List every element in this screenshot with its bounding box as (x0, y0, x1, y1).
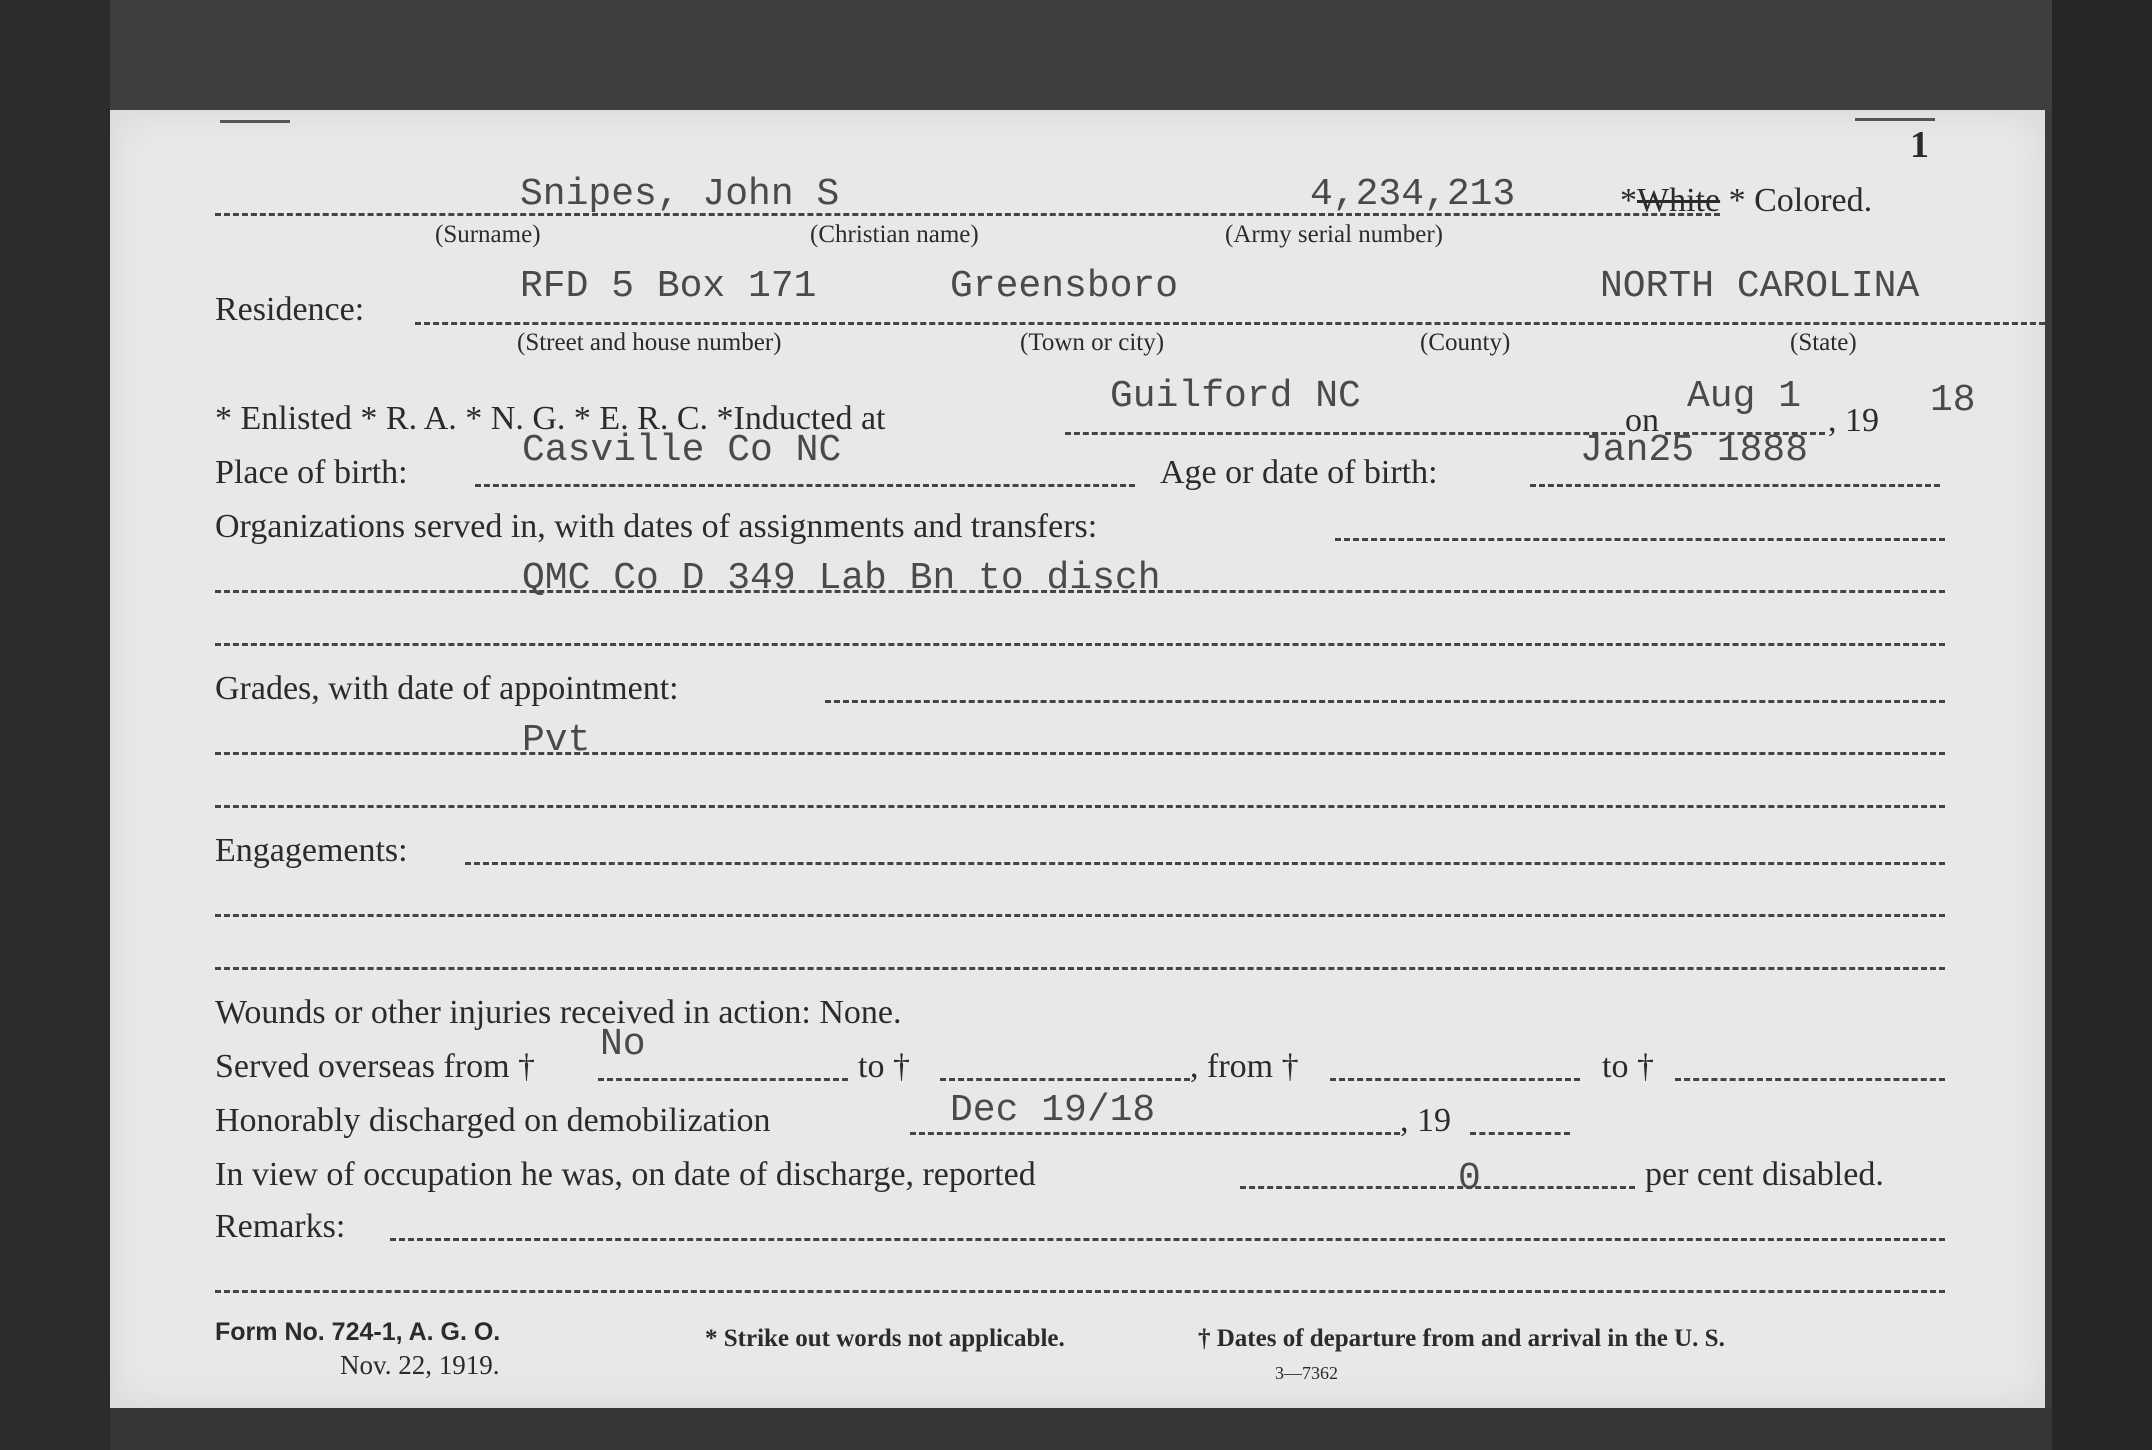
occupation-label: In view of occupation he was, on date of discharge, reported (215, 1156, 1036, 1193)
top-rule-right (1855, 118, 1935, 121)
discharged-value: Dec 19/18 (950, 1089, 1156, 1132)
inducted-line (1065, 432, 1625, 435)
birth-date-line (1530, 484, 1940, 487)
scan-border-bottom (110, 1408, 2052, 1450)
county-caption: (County) (1420, 329, 1511, 356)
overseas-from-line (598, 1078, 848, 1081)
age-label: Age or date of birth: (1160, 454, 1438, 491)
disabled-suffix: per cent disabled. (1645, 1156, 1884, 1193)
return-to-line (1675, 1078, 1945, 1081)
birth-place-line (475, 484, 1135, 487)
organizations-line-1 (1335, 538, 1945, 541)
year-value: 18 (1930, 379, 1976, 422)
remarks-line-2 (215, 1290, 1945, 1293)
organizations-line-3 (215, 643, 1945, 646)
residence-line (415, 322, 2045, 325)
return-from-line (1330, 1078, 1580, 1081)
state-caption: (State) (1790, 329, 1857, 356)
grades-line-2 (215, 752, 1945, 755)
grades-value: Pvt (522, 719, 591, 762)
discharged-line (910, 1132, 1400, 1135)
discharged-year-line (1470, 1132, 1570, 1135)
residence-label: Residence: (215, 291, 365, 328)
street-value: RFD 5 Box 171 (520, 265, 817, 308)
inducted-at-value: Guilford NC (1110, 375, 1361, 418)
year-prefix: , 19 (1828, 402, 1879, 439)
serial-value: 4,234,213 (1310, 173, 1516, 216)
disabled-value: 0 (1458, 1157, 1481, 1200)
overseas-label: Served overseas from † (215, 1048, 536, 1085)
disabled-line (1240, 1186, 1635, 1189)
footnote-strike: * Strike out words not applicable. (705, 1325, 1065, 1352)
to-label-1: to † (858, 1048, 910, 1085)
grades-line-1 (825, 700, 1945, 703)
surname-caption: (Surname) (435, 221, 541, 248)
birth-date-value: Jan25 1888 (1580, 429, 1809, 472)
print-code: 3—7362 (1275, 1363, 1338, 1383)
service-record-card (110, 110, 2045, 1408)
birth-place-value: Casville Co NC (522, 429, 842, 472)
enlisted-label: * Enlisted * R. A. * N. G. * E. R. C. *Inducted at (215, 400, 886, 437)
name-value: Snipes, John S (520, 173, 840, 216)
race-star: * (1620, 182, 1637, 219)
discharged-year-prefix: , 19 (1400, 1102, 1451, 1139)
footnote-dates: † Dates of departure from and arrival in the U. S. (1198, 1325, 1725, 1352)
scan-border-right (2052, 0, 2152, 1450)
form-date: Nov. 22, 1919. (340, 1350, 500, 1380)
town-value: Greensboro (950, 265, 1179, 308)
top-rule-left (220, 120, 290, 123)
grades-line-3 (215, 805, 1945, 808)
engagements-line-3 (215, 967, 1945, 970)
wounds-label: Wounds or other injuries received in action: None. (215, 994, 902, 1031)
birth-place-label: Place of birth: (215, 454, 408, 491)
overseas-to-line (940, 1078, 1190, 1081)
state-value: NORTH CAROLINA (1600, 265, 1920, 308)
organizations-label: Organizations served in, with dates of assignments and transfers: (215, 508, 1098, 545)
race-options (1620, 184, 1872, 218)
overseas-value: No (600, 1023, 646, 1066)
organizations-value: QMC Co D 349 Lab Bn to disch (522, 557, 1161, 600)
scan-border-left (0, 0, 110, 1450)
street-caption: (Street and house number) (517, 329, 782, 356)
grades-label: Grades, with date of appointment: (215, 670, 679, 707)
remarks-label: Remarks: (215, 1208, 346, 1245)
to-label-2: to † (1602, 1048, 1654, 1085)
race-colored: * Colored. (1728, 182, 1873, 219)
engagements-label: Engagements: (215, 832, 408, 869)
town-caption: (Town or city) (1020, 329, 1165, 356)
engagements-line-1 (465, 862, 1945, 865)
from-label: , from † (1190, 1048, 1299, 1085)
on-date-value: Aug 1 (1687, 375, 1802, 418)
form-number: Form No. 724-1, A. G. O. (215, 1318, 501, 1346)
remarks-line-1 (390, 1238, 1945, 1241)
christian-name-caption: (Christian name) (810, 221, 979, 248)
on-label: on (1625, 402, 1659, 439)
engagements-line-2 (215, 914, 1945, 917)
scan-border-top (110, 0, 2052, 110)
race-white: White (1637, 182, 1721, 219)
serial-caption: (Army serial number) (1225, 221, 1443, 248)
page-number: 1 (1910, 124, 1929, 166)
discharged-label: Honorably discharged on demobilization (215, 1102, 771, 1139)
